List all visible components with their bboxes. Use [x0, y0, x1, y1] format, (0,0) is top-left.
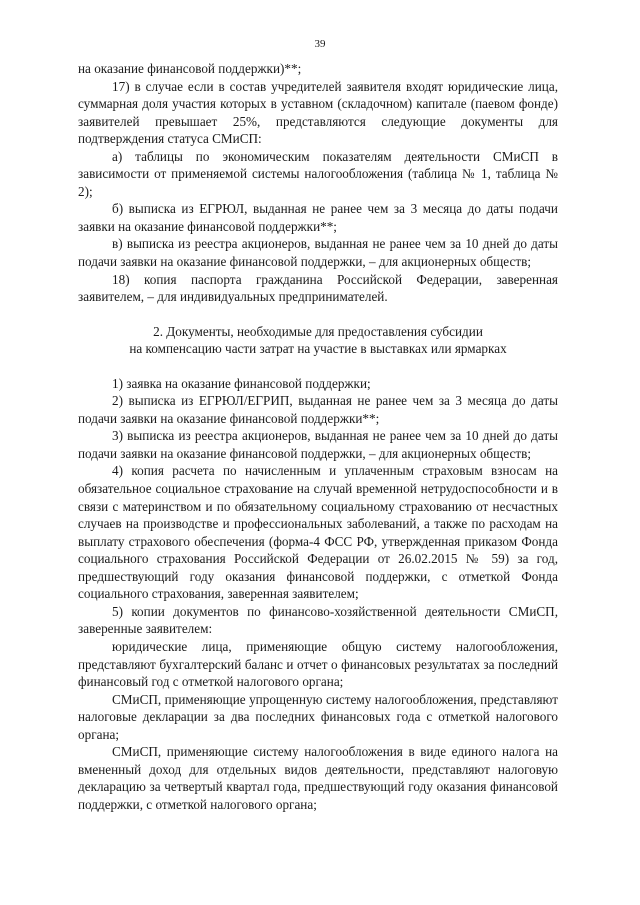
paragraph-item-18: 18) копия паспорта гражданина Российской Федерации, заверенная заявителем, – для индивидуальных предпринимателей.	[78, 271, 558, 305]
paragraph-imputed-income-tax: СМиСП, применяющие систему налогообложения в виде единого налога на вмененный доход для отдельных видов деятельности, представляют налоговую декларацию за четвертый квартал года, предшествующий году оказания финансовой поддержки, с отметкой налогового органа;	[78, 744, 558, 812]
paragraph-section-item-3: 3) выписка из реестра акционеров, выданная не ранее чем за 10 дней до даты подачи заявки на оказание финансовой поддержки, – для акционерных обществ;	[78, 428, 558, 461]
paragraph-subitem-b: б) выписка из ЕГРЮЛ, выданная не ранее чем за 3 месяца до даты подачи заявки на оказание финансовой поддержки**;	[78, 201, 558, 234]
paragraph-legal-entities: юридические лица, применяющие общую систему налогообложения, представляют бухгалтерский баланс и отчет о финансовых результатах за последний финансовый год с отметкой налогового органа;	[78, 638, 558, 690]
paragraph-item-17: 17) в случае если в состав учредителей заявителя входят юридические лица, суммарная доля участия которых в уставном (складочном) капитале (паевом фонде) заявителей превышает 25%, представляются следующие документы для подтверждения статуса СМиСП:	[78, 78, 558, 147]
page-content	[78, 60, 558, 813]
section-heading-line-2: на компенсацию части затрат на участие в выставках или ярмарках	[129, 341, 507, 357]
paragraph-section-item-5: 5) копии документов по финансово-хозяйственной деятельности СМиСП, заверенные заявителем:	[78, 603, 558, 637]
paragraph-subitem-a: а) таблицы по экономическим показателям деятельности СМиСП в зависимости от применяемой системы налогообложения (таблица № 1, таблица № 2);	[78, 148, 558, 199]
page-number: 39	[314, 38, 326, 50]
spacer	[78, 358, 558, 375]
paragraph-section-item-2: 2) выписка из ЕГРЮЛ/ЕГРИП, выданная не ранее чем за 3 месяца до даты подачи заявки на оказание финансовой поддержки**;	[78, 393, 558, 426]
spacer	[78, 306, 558, 323]
paragraph-simplified-tax: СМиСП, применяющие упрощенную систему налогообложения, представляют налоговые декларации за два последних финансовых года с отметкой налогового органа;	[78, 691, 558, 742]
paragraph-continuation: на оказание финансовой поддержки)**;	[78, 61, 302, 76]
paragraph-subitem-v: в) выписка из реестра акционеров, выданная не ранее чем за 10 дней до даты подачи заявки на оказание финансовой поддержки, – для акционерных обществ;	[78, 236, 558, 270]
paragraph-section-item-4: 4) копия расчета по начисленным и уплаченным страховым взносам на обязательное социальное страхование на случай временной нетрудоспособности и в связи с материнством и по обязательному социальному страхованию от несчастных случаев на производстве и профессиональных заболеваний, а также по расходам на выплату страхового обеспечения (форма-4 ФСС РФ, утвержденная приказом Фонда социального страхования Российской Федерации от 26.02.2015 № 59) за год, предшествующий году оказания финансовой поддержки, с отметкой Фонда социального страхования, заверенная заявителем;	[78, 463, 558, 602]
section-heading-line-1: 2. Документы, необходимые для предоставления субсидии	[153, 323, 483, 339]
paragraph-section-item-1: 1) заявка на оказание финансовой поддержки;	[112, 375, 371, 391]
